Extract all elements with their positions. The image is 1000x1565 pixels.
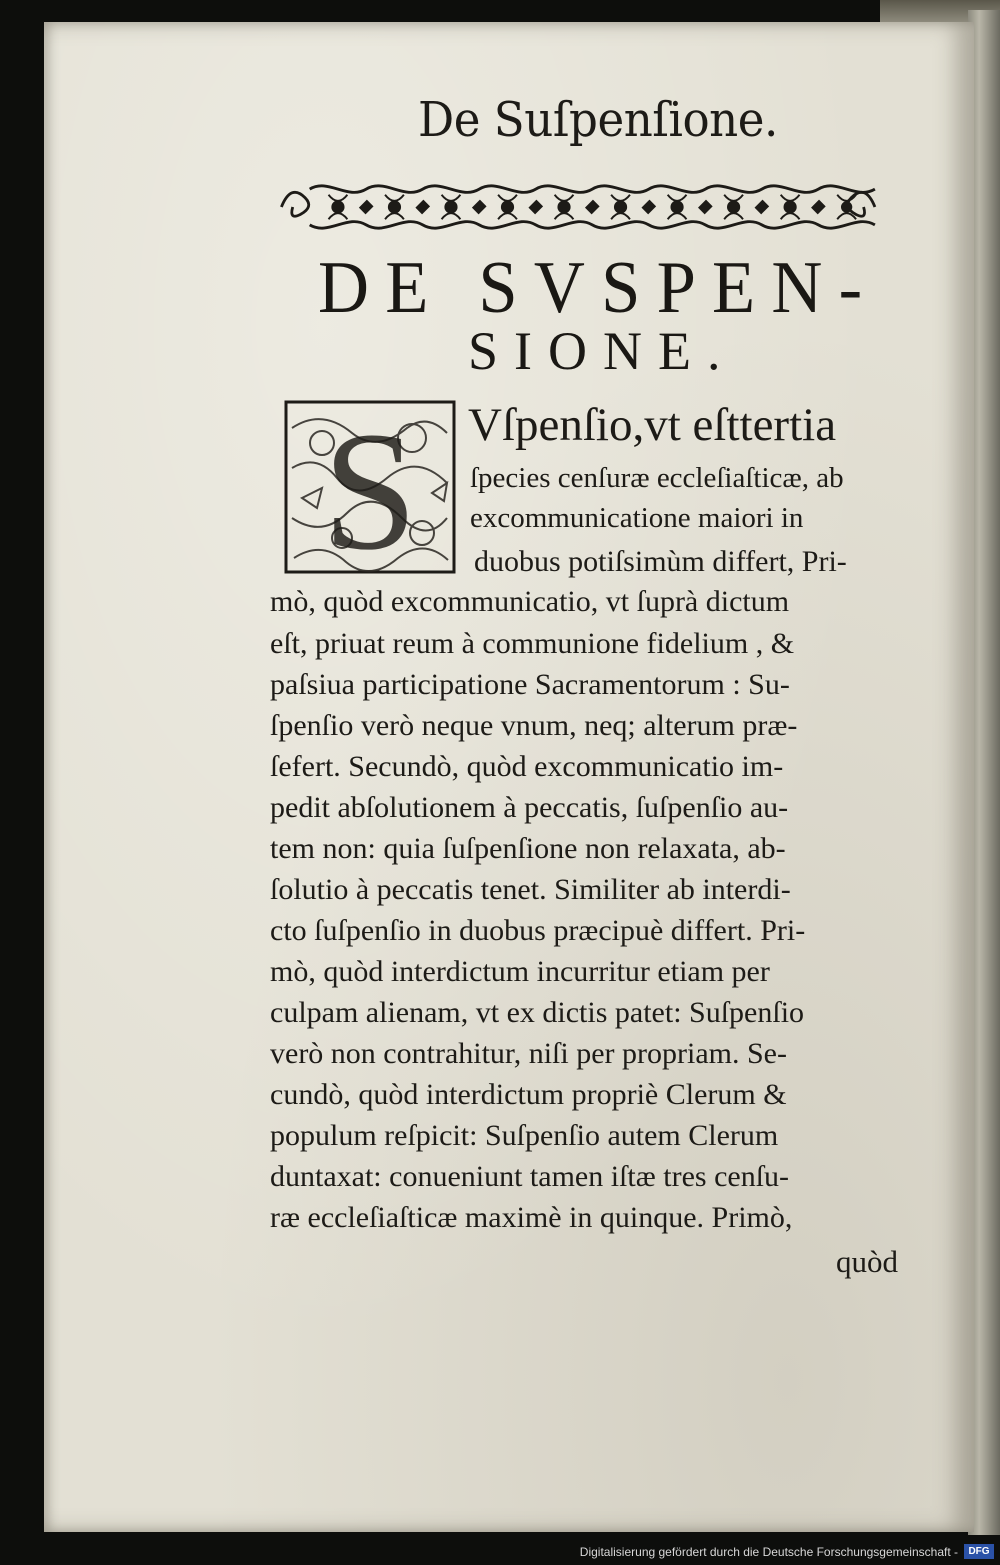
text-line: ſpecies cenſuræ eccleſiaſticæ, ab	[470, 462, 844, 494]
text-line: excommunicatione maiori in	[470, 502, 804, 534]
initial-letter: S	[322, 398, 418, 576]
text-line: pedit abſolutionem à peccatis, ſuſpenſio au-	[270, 791, 789, 824]
footer-credit-text: Digitalisierung gefördert durch die Deutsche Forschungsgemeinschaft -	[579, 1545, 958, 1559]
text-line: Vſpenſio,vt eſttertia	[468, 399, 837, 451]
text-line: ſpenſio verò neque vnum, neq; alterum præ-	[270, 709, 798, 742]
text-line: ſolutio à peccatis tenet. Similiter ab interdi-	[270, 873, 791, 906]
text-line: duntaxat: conueniunt tamen iſtæ tres cenſu-	[270, 1160, 790, 1193]
digitization-footer	[0, 1538, 1000, 1565]
chapter-title-line-2: SIONE.	[468, 321, 737, 381]
text-line: tem non: quia ſuſpenſione non relaxata, ab-	[270, 832, 786, 865]
text-line: mò, quòd excommunicatio, vt ſuprà dictum	[270, 585, 790, 618]
text-line: eſt, priuat reum à communione fidelium , &	[270, 627, 795, 660]
text-line: mò, quòd interdictum incurritur etiam per	[270, 955, 770, 988]
text-line: ſefert. Secundò, quòd excommunicatio im-	[270, 750, 784, 783]
text-line: paſsiua participatione Sacramentorum : Su-	[270, 668, 790, 701]
text-line: ræ eccleſiaſticæ maximè in quinque. Primò,	[270, 1201, 793, 1234]
decorated-initial	[282, 398, 458, 576]
ornamental-headpiece	[272, 168, 922, 246]
text-line: cundò, quòd interdictum propriè Clerum &	[270, 1078, 787, 1111]
text-line: verò non contrahitur, niſi per propriam. Se-	[270, 1037, 787, 1070]
dfg-logo: DFG	[964, 1544, 994, 1559]
text-line: populum reſpicit: Suſpenſio autem Clerum	[270, 1119, 779, 1152]
text-line: duobus potiſsimùm differt, Pri-	[474, 545, 847, 578]
chapter-title-line-1: DE SVSPEN-	[318, 247, 879, 329]
running-head: De Suſpenſione.	[418, 92, 778, 148]
text-line: culpam alienam, vt ex dictis patet: Suſpenſio	[270, 996, 805, 1029]
text-line: cto ſuſpenſio in duobus præcipuè differt. Pri-	[270, 914, 806, 947]
catchword: quòd	[836, 1244, 898, 1279]
